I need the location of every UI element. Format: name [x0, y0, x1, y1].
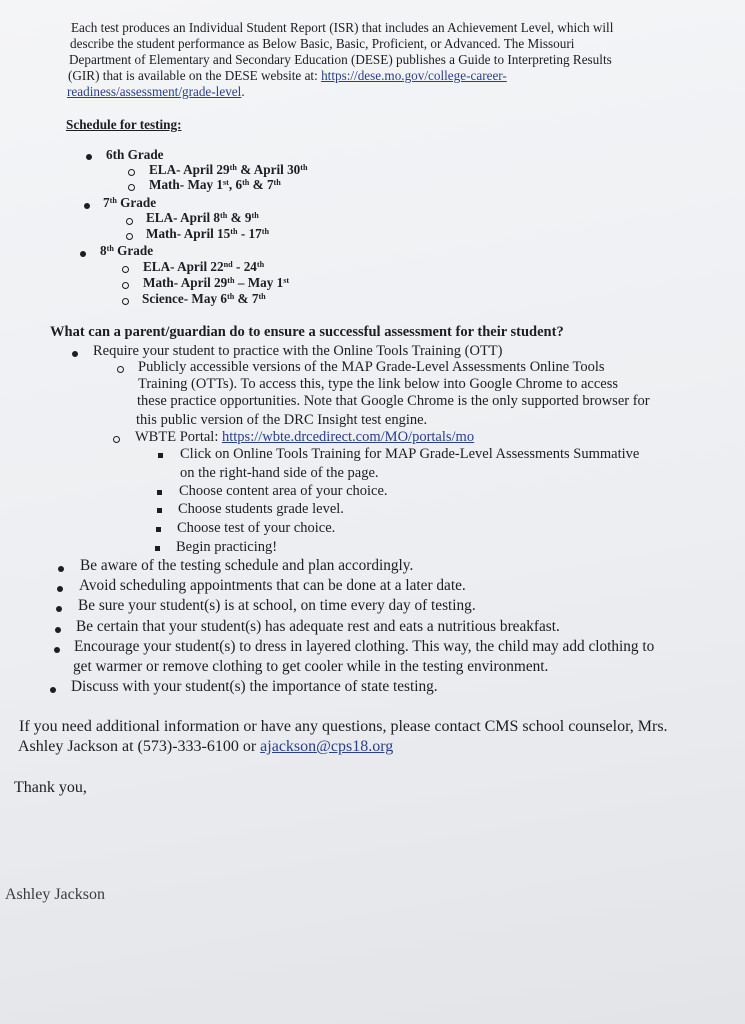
grade-7-ela-text: ELA- April 8: [146, 210, 221, 225]
sup: th: [220, 211, 228, 221]
tip-discuss: Discuss with your student(s) the importance of state testing.: [71, 678, 438, 695]
grade-8-label: [100, 243, 153, 259]
tip-avoid: Avoid scheduling appointments that can be done at a later date.: [79, 577, 466, 594]
wbte-portal-link[interactable]: https://wbte.drcedirect.com/MO/portals/mo: [222, 429, 475, 445]
sup: th: [258, 292, 266, 302]
bullet-dot: [50, 687, 56, 693]
contact-line-1: If you need additional information or have any questions, please contact CMS school counselor, Mrs.: [19, 718, 668, 735]
bullet-dot: [55, 627, 61, 633]
step-choose-test: Choose test of your choice.: [177, 520, 336, 536]
parent-question-heading: What can a parent/guardian do to ensure a successful assessment for their student?: [50, 324, 564, 340]
grade-6-label: 6th Grade: [106, 147, 164, 162]
intro-line-5: [67, 84, 245, 100]
grade-8-math-text-2: – May 1: [234, 275, 284, 290]
grade-7-num: 7: [103, 195, 110, 210]
grade-7-rest: Grade: [116, 195, 157, 210]
grade-6-math-text: Math- May 1: [149, 177, 223, 192]
bullet-dot: [58, 566, 64, 572]
sup: nd: [223, 260, 233, 270]
ott-item: Require your student to practice with the Online Tools Training (OTT): [93, 343, 503, 359]
bullet-dot: [72, 351, 78, 357]
grade-7-math-text: Math- April 15: [146, 226, 231, 241]
sup: th: [229, 163, 237, 173]
grade-8-rest: Grade: [113, 243, 154, 258]
tip-layers-line-2: get warmer or remove clothing to get cooler while in the testing environment.: [73, 658, 549, 675]
grade-6-ela-text: ELA- April 29: [149, 162, 230, 177]
sup: st: [283, 276, 290, 286]
grade-6-math: [149, 177, 281, 193]
step-click-line-1: Click on Online Tools Training for MAP Grade-Level Assessments Summative: [180, 446, 640, 462]
sup: th: [261, 227, 269, 237]
grade-8-math: [143, 275, 289, 291]
bullet-circle: [128, 169, 135, 176]
sup: th: [106, 244, 114, 254]
schedule-heading: Schedule for testing:: [66, 117, 182, 132]
bullet-square: [156, 527, 161, 532]
intro-line-4-text: (GIR) that is available on the DESE website at:: [68, 68, 322, 83]
grade-7-math: [146, 226, 269, 242]
bullet-dot: [84, 203, 90, 209]
bullet-circle: [122, 266, 129, 273]
bullet-square: [157, 490, 162, 495]
intro-line-1: Each test produces an Individual Student Report (ISR) that includes an Achievement Level, which will: [71, 20, 614, 35]
bullet-dot: [86, 154, 92, 160]
grade-8-num: 8: [100, 243, 107, 258]
sup: th: [251, 211, 259, 221]
tip-on-time: Be sure your student(s) is at school, on time every day of testing.: [78, 597, 476, 614]
bullet-circle: [128, 184, 135, 191]
step-grade-level: Choose students grade level.: [178, 501, 344, 517]
bullet-square: [155, 546, 160, 551]
intro-line-2: describe the student performance as Below Basic, Basic, Proficient, or Advanced. The Missouri: [70, 36, 575, 51]
grade-8-ela: [143, 259, 264, 275]
contact-line-2-text: Ashley Jackson at (573)-333-6100 or: [18, 738, 261, 755]
dese-link-part-2[interactable]: readiness/assessment/grade-level: [67, 84, 242, 99]
bullet-circle: [122, 282, 129, 289]
bullet-square: [158, 453, 163, 458]
ott-desc-line-3: these practice opportunities. Note that Google Chrome is the only supported browser for: [137, 393, 650, 409]
tip-layers-line-1: Encourage your student(s) to dress in layered clothing. This way, the child may add clothing to: [74, 638, 655, 655]
grade-6-ela-text-2: & April 30: [236, 162, 301, 177]
signature-name: Ashley Jackson: [5, 886, 105, 903]
bullet-square: [157, 508, 162, 513]
sup: th: [300, 163, 308, 173]
sup: th: [273, 178, 281, 188]
intro-line-3: Department of Elementary and Secondary Education (DESE) publishes a Guide to Interpreting Results: [69, 52, 612, 67]
grade-8-math-text: Math- April 29: [143, 275, 228, 290]
bullet-circle: [122, 298, 129, 305]
sup: th: [230, 227, 238, 237]
dese-link-part-1[interactable]: https://dese.mo.gov/college-career-: [321, 68, 507, 83]
ott-desc-line-1: Publicly accessible versions of the MAP Grade-Level Assessments Online Tools: [138, 359, 605, 375]
contact-line-2: [18, 738, 393, 756]
grade-8-science-text-2: & 7: [234, 291, 259, 306]
bullet-circle: [126, 233, 133, 240]
step-content-area: Choose content area of your choice.: [179, 483, 388, 499]
step-click-line-2: on the right-hand side of the page.: [180, 465, 379, 481]
ott-desc-line-2: Training (OTTs). To access this, type the link below into Google Chrome to access: [138, 376, 619, 392]
wbte-label: WBTE Portal:: [135, 429, 222, 445]
sup: st: [222, 178, 229, 188]
closing-thanks: Thank you,: [14, 779, 87, 796]
sup: th: [226, 292, 235, 302]
bullet-dot: [80, 251, 86, 257]
sup: th: [109, 196, 117, 206]
bullet-circle: [117, 366, 124, 373]
intro-line-4: [68, 68, 507, 84]
intro-line-5-period: .: [241, 84, 245, 99]
bullet-dot: [54, 647, 60, 653]
sup: th: [227, 276, 235, 286]
sup: th: [242, 178, 250, 188]
grade-8-ela-text: ELA- April 22: [143, 259, 224, 274]
bullet-circle: [126, 218, 133, 225]
bullet-dot: [56, 606, 62, 612]
grade-6-math-text-3: & 7: [249, 177, 274, 192]
sup: th: [256, 260, 265, 270]
grade-7-ela-text-2: & 9: [227, 210, 252, 225]
ott-desc-line-4: this public version of the DRC Insight test engine.: [136, 412, 428, 428]
wbte-portal-line: [135, 429, 474, 446]
step-begin: Begin practicing!: [176, 539, 278, 555]
grade-8-science: [142, 291, 266, 307]
bullet-dot: [57, 586, 63, 592]
grade-7-math-text-2: - 17: [237, 226, 262, 241]
grade-6-math-text-2: , 6: [228, 177, 243, 192]
grade-7-ela: [146, 210, 259, 226]
grade-6-ela: [149, 162, 308, 178]
bullet-circle: [113, 436, 120, 443]
grade-7-label: [103, 195, 156, 211]
tip-aware: Be aware of the testing schedule and plan accordingly.: [80, 557, 414, 574]
tip-rest: Be certain that your student(s) has adequate rest and eats a nutritious breakfast.: [76, 618, 560, 635]
grade-8-science-text: Science- May 6: [142, 291, 227, 306]
counselor-email-link[interactable]: ajackson@cps18.org: [260, 738, 394, 755]
grade-8-ela-text-2: - 24: [232, 259, 257, 274]
